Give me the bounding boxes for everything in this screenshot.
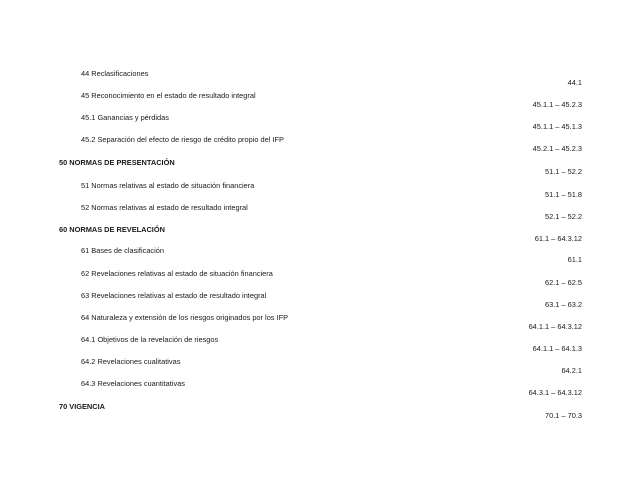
toc-entry-label: 64.3 Revelaciones cuantitativas: [81, 379, 185, 388]
toc-entry-45: [0, 91, 638, 113]
toc-section-50: [0, 158, 638, 180]
toc-section-heading: 50 NORMAS DE PRESENTACIÓN: [59, 158, 175, 167]
toc-entry-label: 45 Reconocimiento en el estado de resultado integral: [81, 91, 256, 100]
toc-entry-reference: 44.1: [567, 78, 582, 87]
toc-entry-62: [0, 269, 638, 291]
toc-entry-reference: 45.1.1 – 45.2.3: [532, 100, 582, 109]
toc-entry-reference: 45.2.1 – 45.2.3: [532, 144, 582, 153]
toc-entry-64-1: [0, 335, 638, 357]
toc-entry-label: 64 Naturaleza y extensión de los riesgos originados por los IFP: [81, 313, 289, 322]
toc-entry-64: [0, 313, 638, 335]
toc-entry-reference: 51.1 – 51.8: [545, 190, 582, 199]
toc-entry-reference: 64.3.1 – 64.3.12: [528, 388, 582, 397]
toc-entry-45-1: [0, 113, 638, 135]
toc-entry-64-3: [0, 379, 638, 401]
toc-entry-label: 45.2 Separación del efecto de riesgo de crédito propio del IFP: [81, 135, 284, 144]
toc-entry-63: [0, 291, 638, 313]
toc-entry-61: [0, 246, 638, 268]
toc-section-heading: 60 NORMAS DE REVELACIÓN: [59, 225, 165, 234]
toc-section-60: [0, 225, 638, 247]
toc-entry-label: 64.2 Revelaciones cualitativas: [81, 357, 181, 366]
toc-entry-reference: 64.2.1: [561, 366, 582, 375]
toc-entry-label: 63 Revelaciones relativas al estado de resultado integral: [81, 291, 267, 300]
toc-entry-reference: 51.1 – 52.2: [545, 167, 582, 176]
toc-section-70: [0, 402, 638, 424]
toc-entry-reference: 52.1 – 52.2: [545, 212, 582, 221]
toc-entry-reference: 62.1 – 62.5: [545, 278, 582, 287]
toc-entry-64-2: [0, 357, 638, 379]
toc-entry-reference: 61.1 – 64.3.12: [534, 234, 582, 243]
toc-entry-label: 44 Reclasificaciones: [81, 69, 149, 78]
toc-entry-reference: 64.1.1 – 64.1.3: [532, 344, 582, 353]
toc-entry-reference: 61.1: [567, 255, 582, 264]
toc-section-heading: 70 VIGENCIA: [59, 402, 106, 411]
toc-entry-label: 52 Normas relativas al estado de resultado integral: [81, 203, 248, 212]
toc-entry-52: [0, 203, 638, 225]
toc-entry-label: 62 Revelaciones relativas al estado de situación financiera: [81, 269, 273, 278]
toc-entry-44: [0, 69, 638, 91]
toc-entry-45-2: [0, 135, 638, 157]
toc-entry-label: 61 Bases de clasificación: [81, 246, 164, 255]
toc-entry-label: 51 Normas relativas al estado de situación financiera: [81, 181, 255, 190]
toc-entry-reference: 45.1.1 – 45.1.3: [532, 122, 582, 131]
toc-entry-reference: 64.1.1 – 64.3.12: [528, 322, 582, 331]
toc-entry-reference: 70.1 – 70.3: [545, 411, 582, 420]
toc-entry-reference: 63.1 – 63.2: [545, 300, 582, 309]
toc-entry-label: 45.1 Ganancias y pérdidas: [81, 113, 169, 122]
toc-entry-label: 64.1 Objetivos de la revelación de riesgos: [81, 335, 219, 344]
toc-entry-51: [0, 181, 638, 203]
